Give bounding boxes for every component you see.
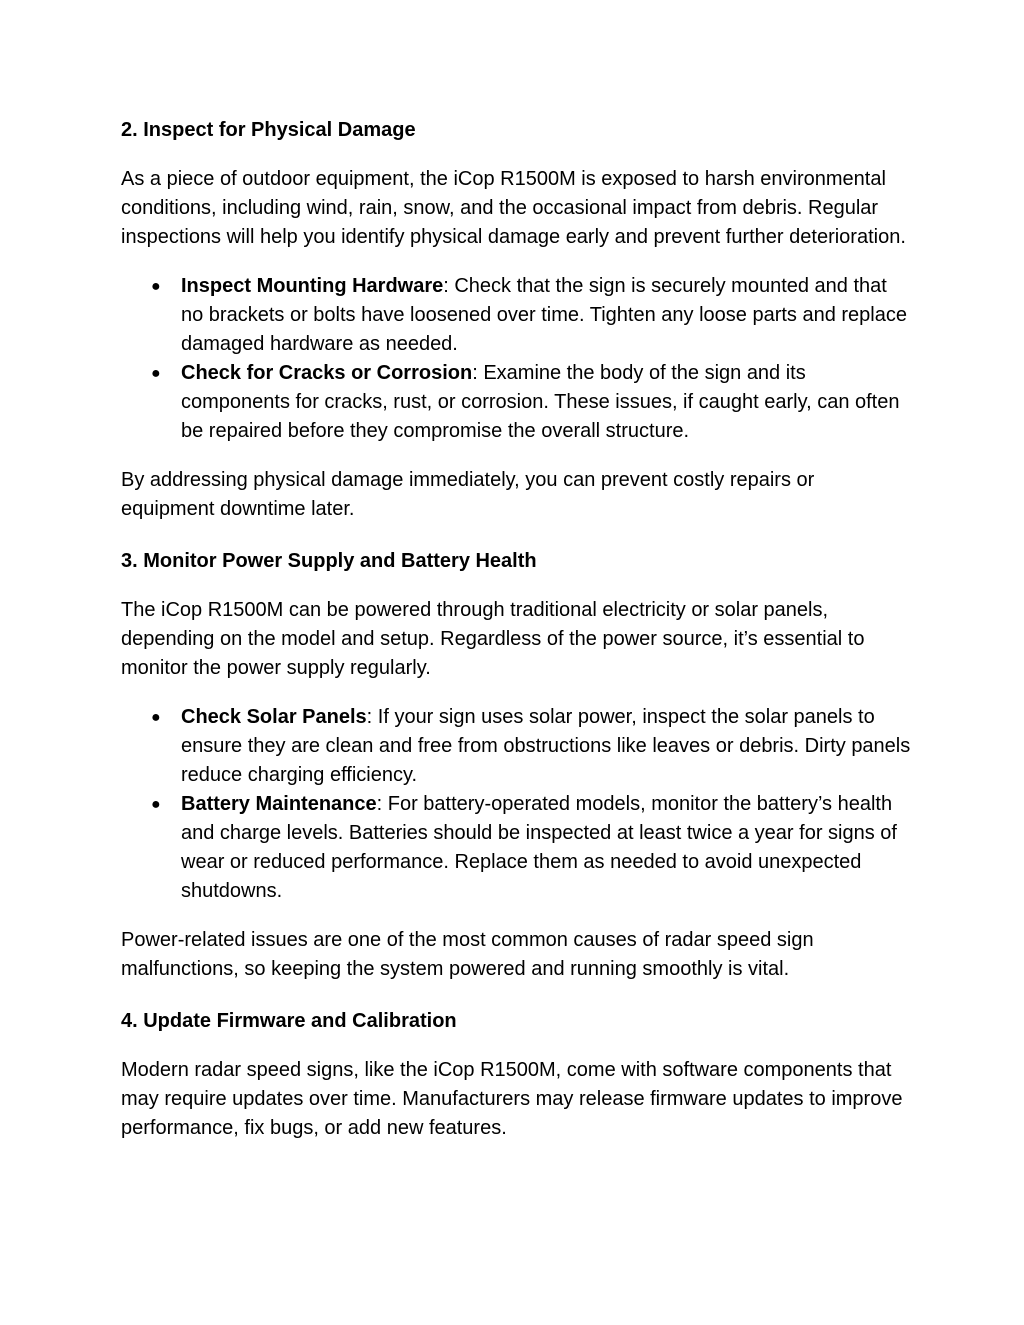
section-outro-paragraph: By addressing physical damage immediately, you can prevent costly repairs or equipment downtime later. (121, 469, 815, 520)
bullet-icon: ● (151, 278, 161, 295)
list-item-text: : For battery-operated models, monitor the battery’s health and charge levels. Batteries should be inspected at least twice a year for signs of wear or reduced performance. Replace them as needed to avoid unexpected shutdowns. (181, 793, 897, 902)
list-item (121, 272, 911, 359)
list-item-term: Check for Cracks or Corrosion (181, 362, 473, 384)
list-item (121, 359, 911, 446)
bullet-list (121, 272, 911, 446)
section-heading: 2. Inspect for Physical Damage (121, 119, 416, 141)
list-item (121, 790, 911, 906)
list-item-term: Inspect Mounting Hardware (181, 275, 444, 297)
bullet-icon: ● (151, 796, 161, 813)
section-heading: 3. Monitor Power Supply and Battery Health (121, 550, 537, 572)
document-page (121, 116, 911, 1143)
section-outro-paragraph: Power-related issues are one of the most common causes of radar speed sign malfunctions, so keeping the system powered and running smoothly is vital. (121, 929, 814, 980)
bullet-icon: ● (151, 365, 161, 382)
list-item-term: Check Solar Panels (181, 706, 367, 728)
list-item (121, 703, 911, 790)
section-intro-paragraph: The iCop R1500M can be powered through traditional electricity or solar panels, depending on the model and setup. Regardless of the power source, it’s essential to monitor the power supply regularly. (121, 599, 865, 679)
bullet-icon: ● (151, 709, 161, 726)
list-item-term: Battery Maintenance (181, 793, 377, 815)
section-heading: 4. Update Firmware and Calibration (121, 1010, 457, 1032)
list-item-text: : Check that the sign is securely mounted and that no brackets or bolts have loosened over time. Tighten any loose parts and replace damaged hardware as needed. (181, 275, 907, 355)
bullet-list (121, 703, 911, 906)
list-item-text: : Examine the body of the sign and its components for cracks, rust, or corrosion. These issues, if caught early, can often be repaired before they compromise the overall structure. (181, 362, 900, 442)
list-item-text: : If your sign uses solar power, inspect the solar panels to ensure they are clean and free from obstructions like leaves or debris. Dirty panels reduce charging efficiency. (181, 706, 911, 786)
section-intro-paragraph: Modern radar speed signs, like the iCop R1500M, come with software components that may require updates over time. Manufacturers may release firmware updates to improve performance, fix bugs, or add new features. (121, 1059, 903, 1139)
section-intro-paragraph: As a piece of outdoor equipment, the iCop R1500M is exposed to harsh environmental conditions, including wind, rain, snow, and the occasional impact from debris. Regular inspections will help you identify physical damage early and prevent further deterioration. (121, 168, 906, 248)
